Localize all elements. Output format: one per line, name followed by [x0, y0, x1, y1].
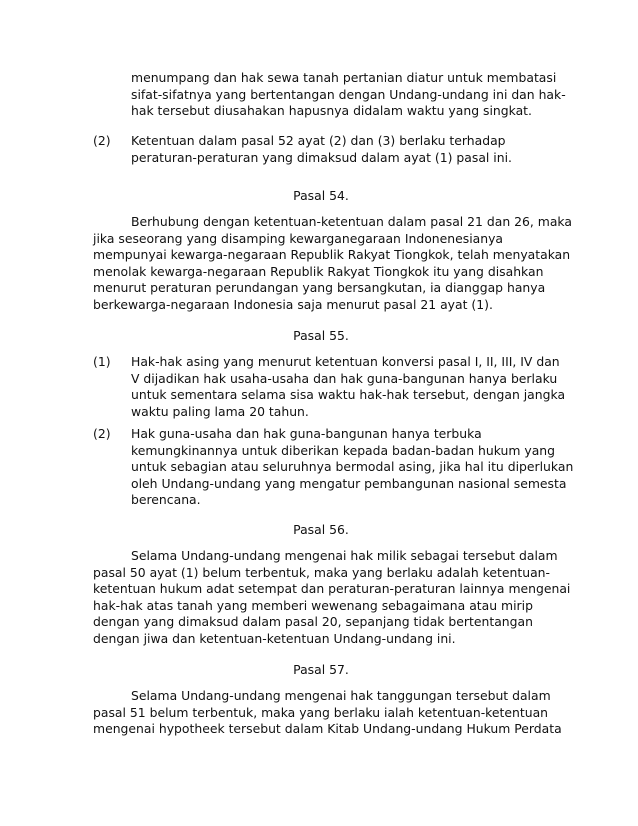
item-number: (1): [93, 354, 111, 369]
text-line: jika seseorang yang disamping kewarganegaraan Indonenesianya: [93, 230, 504, 246]
paragraph: [93, 688, 562, 738]
text-line: Selama Undang-undang mengenai hak milik sebagai tersebut dalam: [131, 548, 558, 563]
text-line: V dijadikan hak usaha-usaha dan hak guna-bangunan hanya berlaku: [131, 370, 558, 386]
text-line: Selama Undang-undang mengenai hak tanggungan tersebut dalam: [131, 688, 551, 703]
item-text: [131, 354, 565, 420]
text-line: berkewarga-negaraan Indonesia saja menurut pasal 21 ayat (1).: [93, 296, 493, 312]
paragraph: [93, 214, 572, 314]
text-line: pasal 50 ayat (1) belum terbentuk, maka yang berlaku adalah ketentuan-: [93, 564, 551, 580]
text-line: mempunyai kewarga-negaraan Republik Rakyat Tiongkok, telah menyatakan: [93, 247, 571, 263]
section-heading: Pasal 55.: [293, 328, 349, 343]
text-line: kemungkinannya untuk diberikan kepada badan-badan hukum yang: [131, 442, 556, 458]
text-line: Ketentuan dalam pasal 52 ayat (2) dan (3) berlaku terhadap: [131, 133, 506, 148]
text-line: Berhubung dengan ketentuan-ketentuan dalam pasal 21 dan 26, maka: [131, 214, 572, 229]
section-heading: Pasal 54.: [293, 188, 349, 203]
text-line: menolak kewarga-negaraan Republik Rakyat Tiongkok itu yang disahkan: [93, 263, 544, 279]
item-text: [131, 133, 512, 166]
text-line: berencana.: [131, 492, 201, 508]
text-line: Hak-hak asing yang menurut ketentuan konversi pasal I, II, III, IV dan: [131, 354, 560, 369]
section-heading: Pasal 57.: [293, 662, 349, 677]
text-line: Hak guna-usaha dan hak guna-bangunan hanya terbuka: [131, 426, 482, 441]
item-text: [131, 426, 573, 509]
text-line: sifat-sifatnya yang bertentangan dengan Undang-undang ini dan hak-: [131, 86, 566, 102]
text-line: pasal 51 belum terbentuk, maka yang berlaku ialah ketentuan-ketentuan: [93, 704, 549, 720]
text-line: dengan jiwa dan ketentuan-ketentuan Undang-undang ini.: [93, 630, 456, 646]
text-line: ketentuan hukum adat setempat dan peraturan-peraturan lainnya mengenai: [93, 581, 571, 597]
text-line: waktu paling lama 20 tahun.: [131, 403, 309, 419]
item-number: (2): [93, 133, 111, 148]
section-heading: Pasal 56.: [293, 522, 349, 537]
text-line: untuk sementara selama sisa waktu hak-hak tersebut, dengan jangka: [131, 387, 566, 403]
text-line: menumpang dan hak sewa tanah pertanian diatur untuk membatasi: [131, 70, 557, 85]
paragraph: [93, 548, 570, 648]
text-line: dengan yang dimaksud dalam pasal 20, sepanjang tidak bertentangan: [93, 614, 533, 630]
continuation-paragraph: [93, 70, 566, 120]
text-line: hak-hak atas tanah yang memberi wewenang sebagaimana atau mirip: [93, 597, 533, 613]
item-number: (2): [93, 426, 111, 441]
text-line: menurut peraturan perundangan yang bersangkutan, ia dianggap hanya: [93, 280, 546, 296]
text-line: peraturan-peraturan yang dimaksud dalam ayat (1) pasal ini.: [131, 149, 512, 165]
text-line: untuk sebagian atau seluruhnya bermodal asing, jika hal itu diperlukan: [131, 459, 574, 475]
text-line: mengenai hypotheek tersebut dalam Kitab Undang-undang Hukum Perdata: [93, 721, 562, 737]
text-line: hak tersebut diusahakan hapusnya didalam waktu yang singkat.: [131, 103, 532, 119]
text-line: oleh Undang-undang yang mengatur pembangunan nasional semesta: [131, 475, 567, 491]
